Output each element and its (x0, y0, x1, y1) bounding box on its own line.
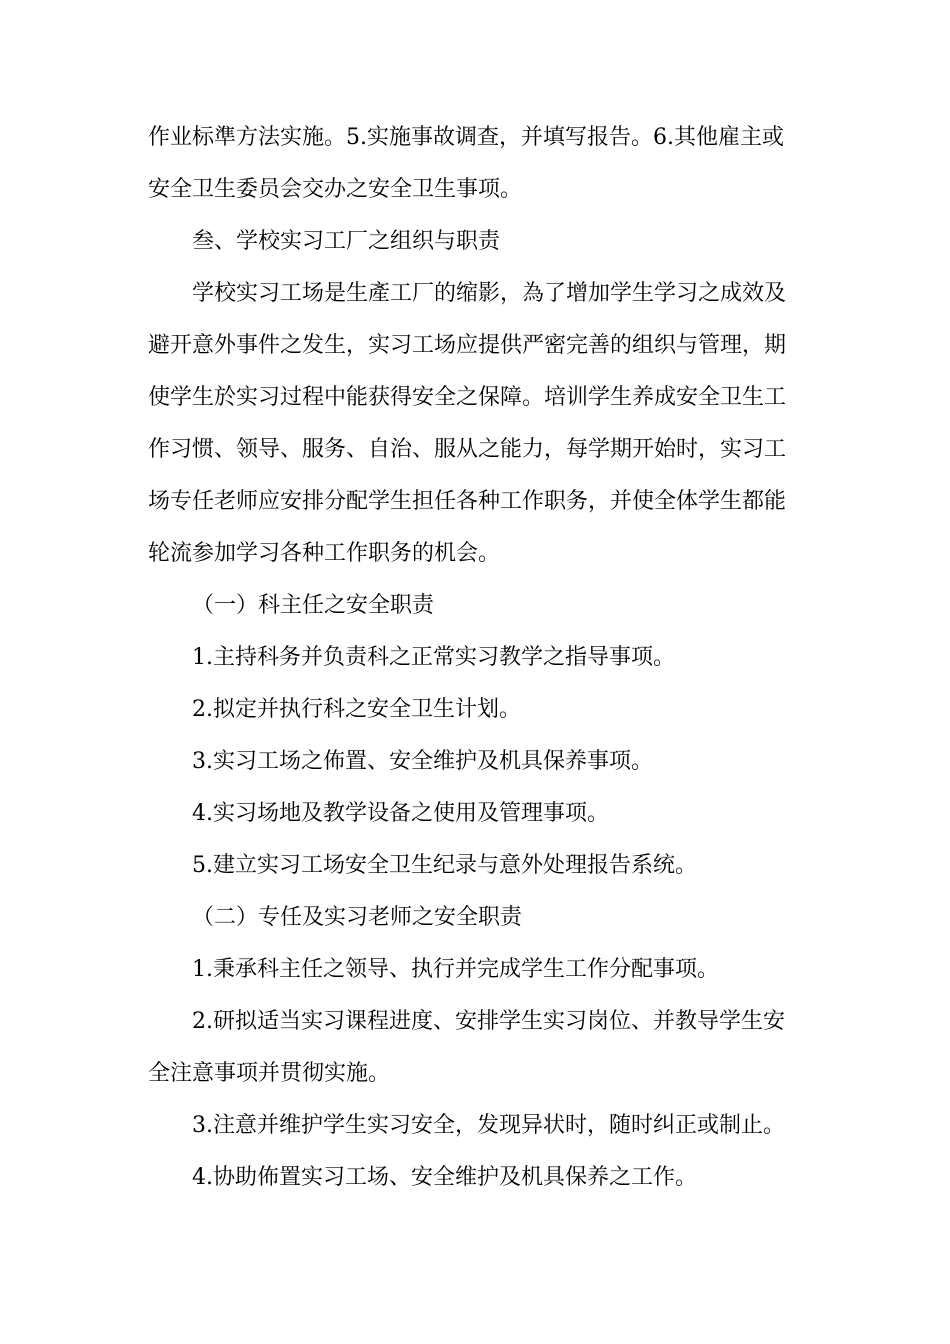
body-line: 避开意外事件之发生，实习工场应提供严密完善的组织与管理，期 (148, 333, 787, 358)
subsection-heading: （一）科主任之安全职责 (192, 593, 435, 618)
list-item: 2.研拟适当实习课程进度、安排学生实习岗位、并教导学生安 (192, 1009, 785, 1034)
document-body (148, 112, 798, 1204)
list-item: 3.注意并维护学生实习安全，发现异状时，随时纠正或制止。 (192, 1113, 785, 1138)
list-item: 1.主持科务并负责科之正常实习教学之指导事项。 (192, 645, 675, 670)
list-item: 1.秉承科主任之领导、执行并完成学生工作分配事项。 (192, 957, 719, 982)
body-line: 场专任老师应安排分配学生担任各种工作职务，并使全体学生都能 (148, 489, 787, 514)
list-item: 2.拟定并执行科之安全卫生计划。 (192, 697, 521, 722)
list-item: 5.建立实习工场安全卫生纪录与意外处理报告系统。 (192, 853, 697, 878)
list-item: 3.实习工场之佈置、安全维护及机具保养事项。 (192, 749, 653, 774)
body-line: 学校实习工场是生產工厂的缩影，為了增加学生学习之成效及 (192, 281, 787, 306)
list-item: 4.实习场地及教学设备之使用及管理事项。 (192, 801, 609, 826)
list-item: 4.协助佈置实习工场、安全维护及机具保养之工作。 (192, 1165, 697, 1190)
body-line: 使学生於实习过程中能获得安全之保障。培训学生养成安全卫生工 (148, 385, 787, 410)
body-line: 作业标準方法实施。5.实施事故调查，并填写报告。6.其他雇主或 (148, 125, 784, 150)
subsection-heading: （二）专任及实习老师之安全职责 (192, 905, 523, 930)
body-line: 安全卫生委员会交办之安全卫生事项。 (148, 177, 523, 202)
list-item-continuation: 全注意事项并贯彻实施。 (148, 1061, 391, 1086)
body-line: 轮流参加学习各种工作职务的机会。 (148, 541, 501, 566)
section-heading: 叁、学校实习工厂之组织与职责 (192, 229, 501, 254)
body-line: 作习惯、领导、服务、自治、服从之能力，每学期开始时，实习工 (148, 437, 787, 462)
